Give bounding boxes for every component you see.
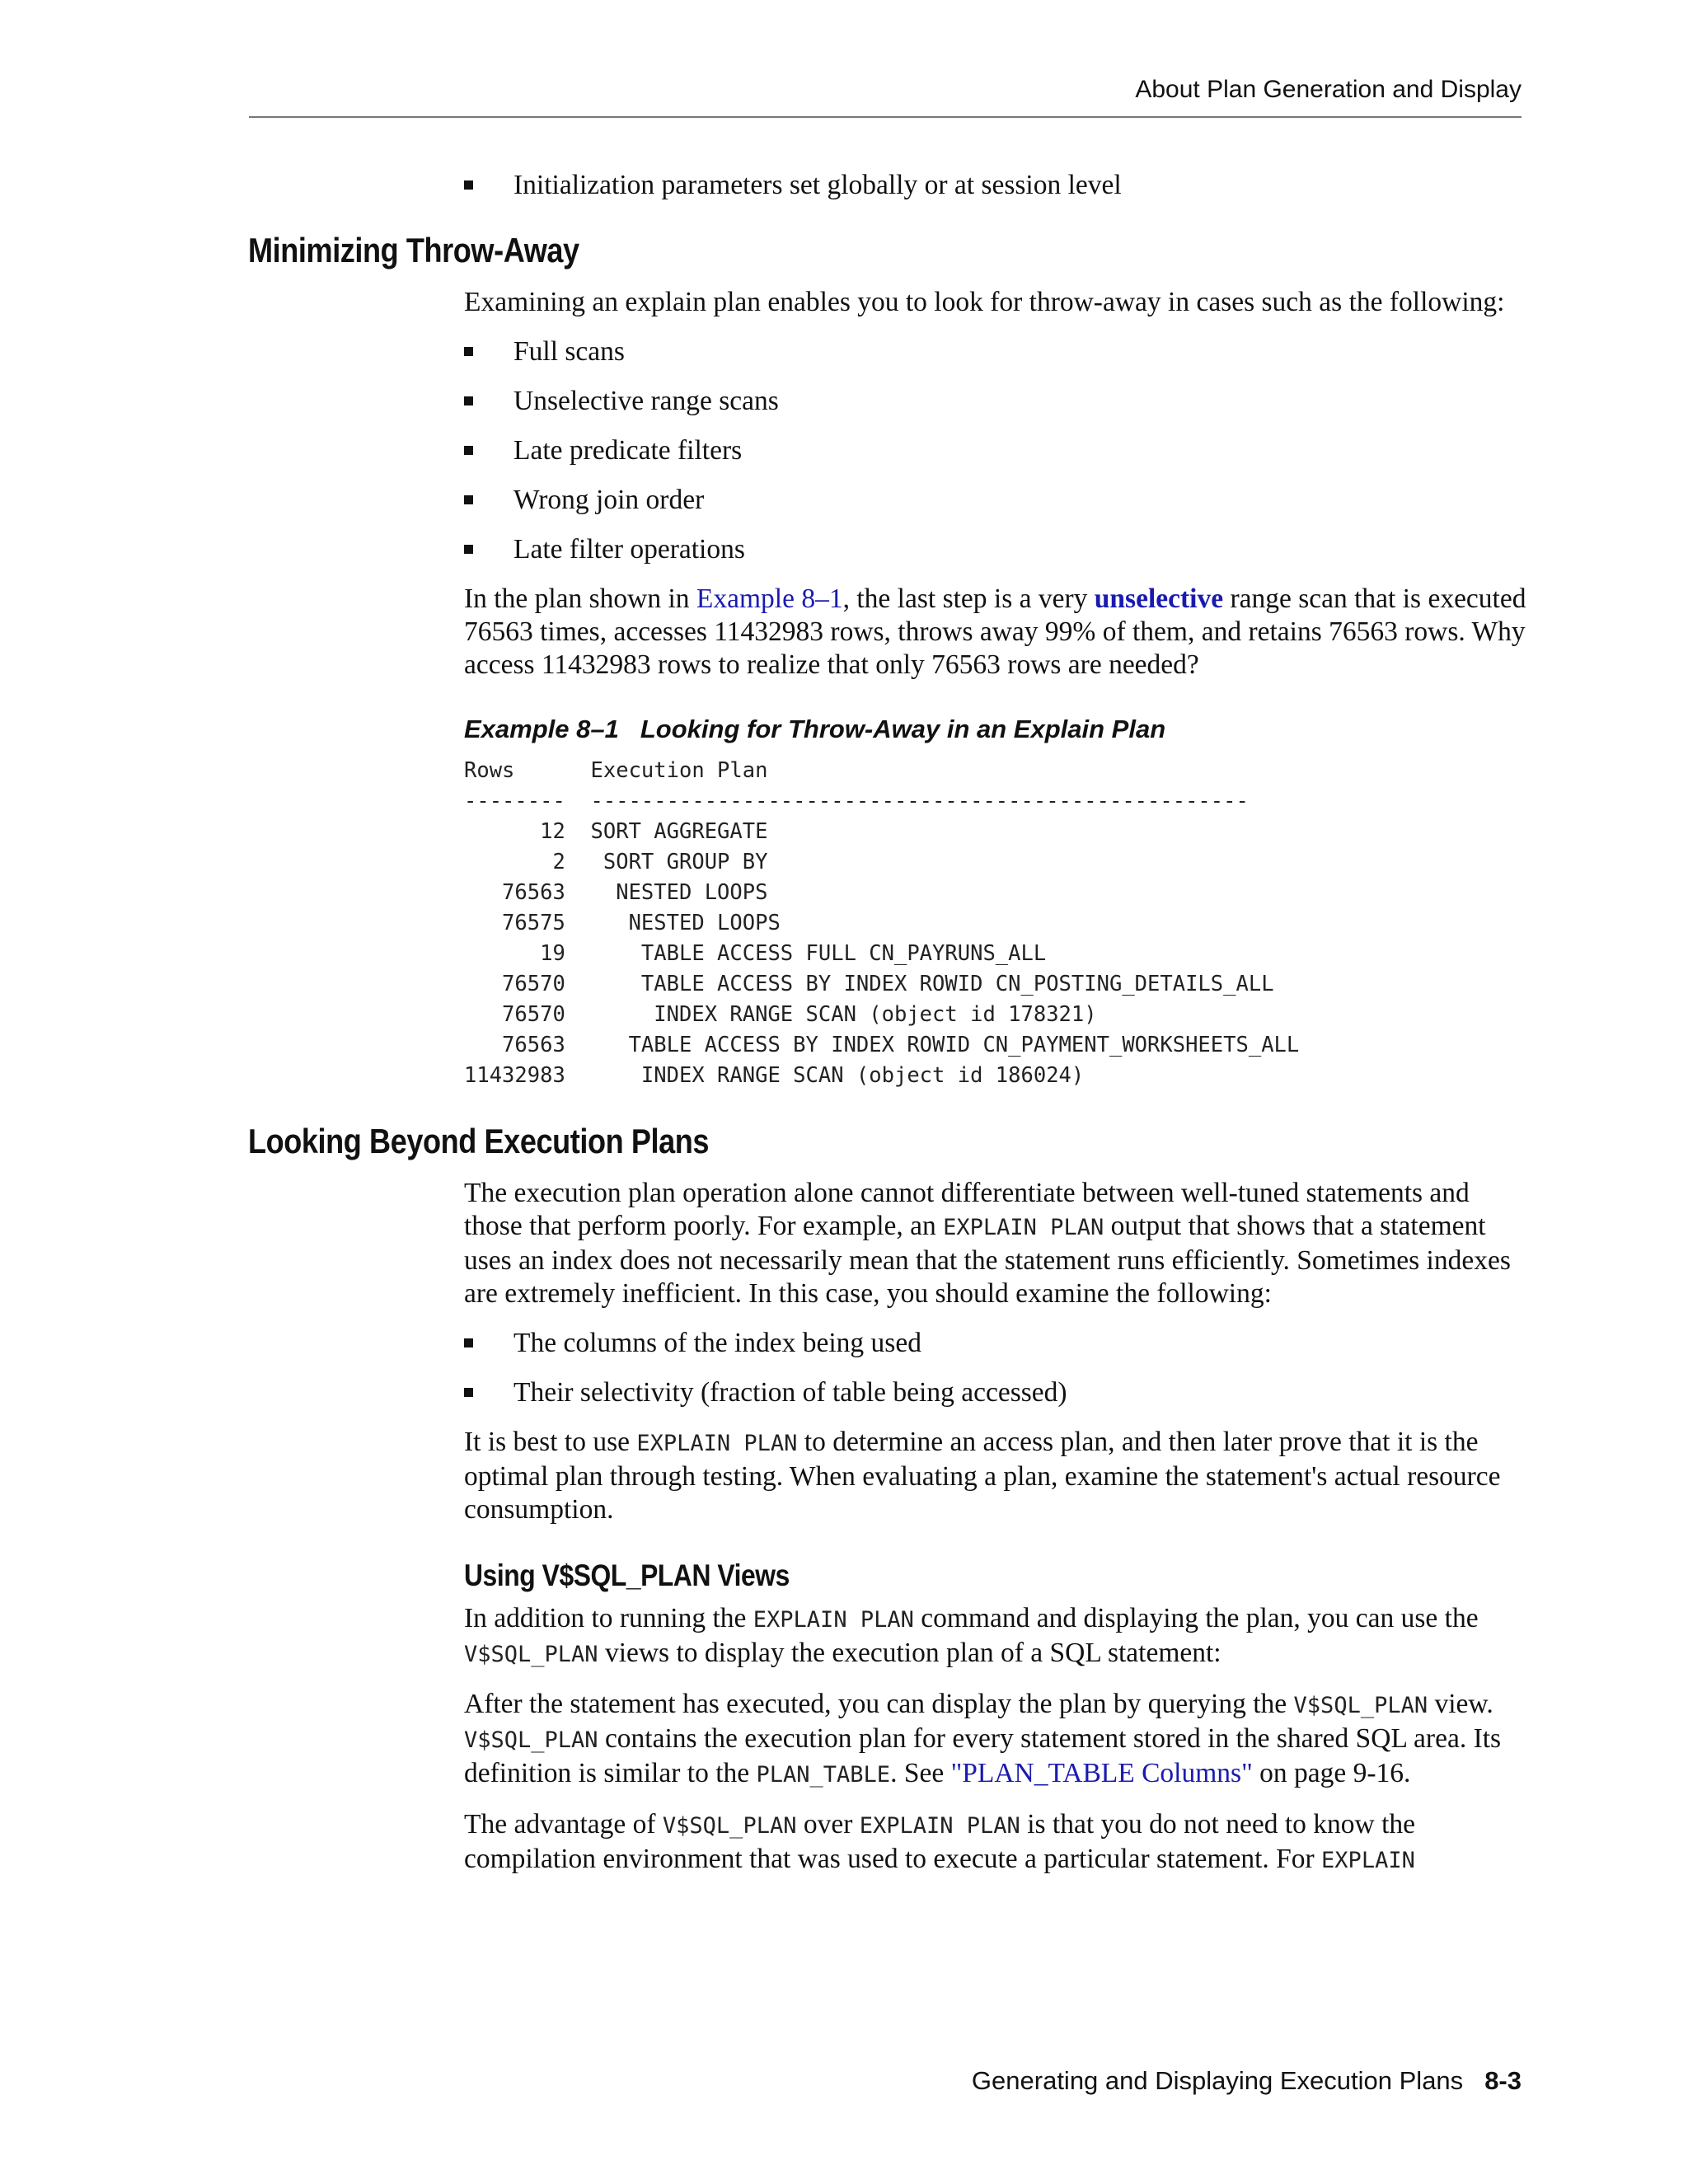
list-item-text: Unselective range scans (513, 386, 779, 416)
example-8-1-link[interactable]: Example 8–1 (696, 583, 843, 614)
square-bullet-icon (464, 396, 473, 405)
square-bullet-icon (464, 446, 473, 455)
inline-code: PLAN_TABLE (756, 1762, 891, 1788)
throw-away-bullet-list (464, 335, 1527, 566)
section-heading-looking-beyond: Looking Beyond Execution Plans (248, 1122, 710, 1160)
paragraph: Examining an explain plan enables you to look for throw-away in cases such as the following: (464, 287, 1505, 317)
example-title: Looking for Throw-Away in an Explain Plan (640, 715, 1166, 743)
unselective-link[interactable]: unselective (1094, 583, 1224, 614)
example-caption (464, 713, 1527, 746)
paragraph: The advantage of V$SQL_PLAN over EXPLAIN PLAN is that you do not need to know the compilation environment that was used to execute a particular statement. For EXPLAIN (464, 1809, 1416, 1874)
inline-code: V$SQL_PLAN (662, 1813, 797, 1839)
list-item (464, 484, 1527, 517)
list-item (464, 169, 1527, 202)
running-header: About Plan Generation and Display (1135, 76, 1522, 103)
square-bullet-icon (464, 1338, 473, 1347)
list-item (464, 533, 1527, 566)
list-item-text: Full scans (513, 336, 625, 367)
example-number: Example 8–1 (464, 715, 619, 743)
inline-code: EXPLAIN PLAN (943, 1215, 1104, 1240)
page-body (248, 169, 1527, 1894)
running-footer (972, 2066, 1522, 2096)
paragraph: It is best to use EXPLAIN PLAN to determine an access plan, and then later prove that it is the optimal plan through testing. When evaluating a plan, examine the statement's actual resource consumption. (464, 1427, 1501, 1525)
plan-table-columns-link[interactable]: "PLAN_TABLE Columns" (950, 1758, 1253, 1788)
inline-code: EXPLAIN PLAN (636, 1431, 798, 1456)
square-bullet-icon (464, 495, 473, 504)
list-item-text: Late predicate filters (513, 435, 743, 466)
list-item-text: Late filter operations (513, 534, 745, 565)
square-bullet-icon (464, 180, 473, 190)
square-bullet-icon (464, 545, 473, 554)
list-item-text: Their selectivity (fraction of table being accessed) (513, 1377, 1067, 1408)
page-number: 8-3 (1484, 2066, 1522, 2095)
inline-code: V$SQL_PLAN (1293, 1693, 1428, 1718)
square-bullet-icon (464, 347, 473, 356)
list-item (464, 385, 1527, 418)
header-rule (249, 116, 1522, 118)
list-item (464, 1327, 1527, 1360)
inline-code: EXPLAIN (1321, 1848, 1415, 1873)
explain-plan-code-block: Rows Execution Plan -------- ---------------------------------------------------- 12 SORT AGGREGATE 2 SORT GROUP BY 76563 NESTED LOOPS 76575 NESTED LOOPS 19 TABLE ACCESS FULL CN_PAYRUNS_ALL 76570 TABLE ACCESS BY INDEX ROWID CN_POSTING_DETAILS_ALL 76570 INDEX RANGE SCAN (object id 178321) 76563 TABLE ACCESS BY INDEX ROWID CN_PAYMENT_WORKSHEETS_ALL 11432983 INDEX RANGE SCAN (object id 186024) (464, 758, 1300, 1088)
list-item-text: Wrong join order (513, 485, 705, 515)
inline-code: V$SQL_PLAN (464, 1642, 598, 1667)
section-heading-minimizing-throw-away: Minimizing Throw-Away (248, 231, 579, 269)
inline-code: V$SQL_PLAN (464, 1727, 598, 1753)
intro-bullet-list (464, 169, 1527, 202)
list-item (464, 1376, 1527, 1409)
paragraph: The execution plan operation alone cannot differentiate between well-tuned statements and those that perform poorly. For example, an EXPLAIN PLAN output that shows that a statement uses an index does not necessarily mean that the statement runs efficiently. Sometimes indexes are extremely inefficient. In this case, you should examine the following: (464, 1178, 1511, 1309)
inline-code: EXPLAIN PLAN (859, 1813, 1020, 1839)
square-bullet-icon (464, 1388, 473, 1397)
subsection-heading-v-sql-plan: Using V$SQL_PLAN Views (464, 1558, 790, 1592)
list-item (464, 434, 1527, 467)
footer-title: Generating and Displaying Execution Plans (971, 2066, 1464, 2095)
list-item (464, 335, 1527, 368)
paragraph: In addition to running the EXPLAIN PLAN command and displaying the plan, you can use the V$SQL_PLAN views to display the execution plan of a SQL statement: (464, 1603, 1479, 1668)
paragraph: In the plan shown in Example 8–1, the last step is a very unselective range scan that is executed 76563 times, accesses 11432983 rows, throws away 99% of them, and retains 76563 rows. Why access 11432983 rows to realize that only 76563 rows are needed? (464, 583, 1526, 680)
index-bullet-list (464, 1327, 1527, 1409)
paragraph: After the statement has executed, you can display the plan by querying the V$SQL_PLAN view. V$SQL_PLAN contains the execution plan for every statement stored in the shared SQL area. Its definition is similar to the PLAN_TABLE. See "PLAN_TABLE Columns" on page 9-16. (464, 1689, 1502, 1788)
list-item-text: Initialization parameters set globally or at session level (513, 170, 1122, 200)
list-item-text: The columns of the index being used (513, 1328, 921, 1358)
inline-code: EXPLAIN PLAN (753, 1607, 914, 1633)
